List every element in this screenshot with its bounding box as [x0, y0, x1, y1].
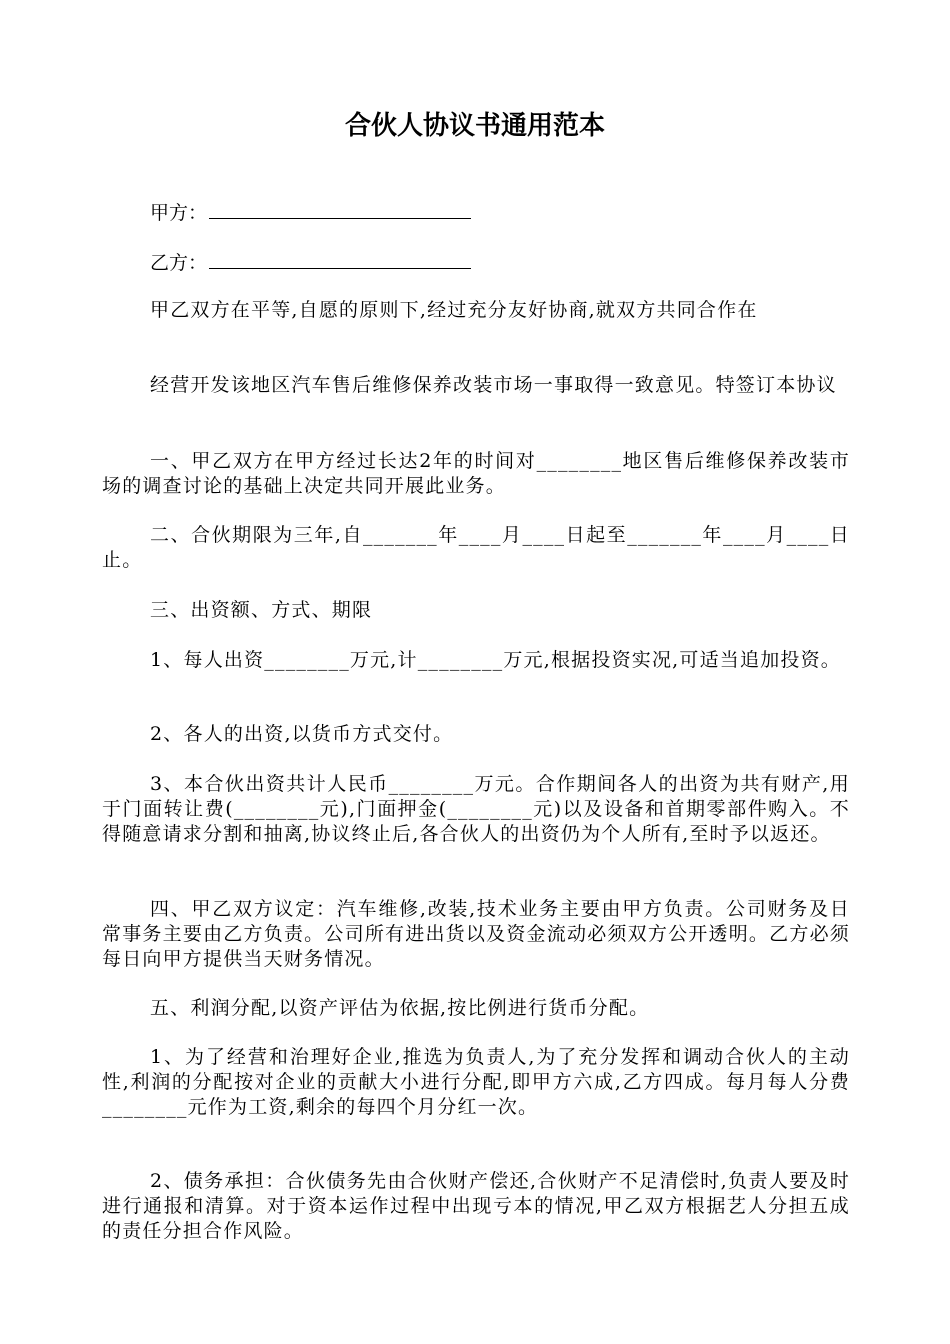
paragraph-intro-cont: 经营开发该地区汽车售后维修保养改装市场一事取得一致意见。特签订本协议 [150, 374, 837, 396]
party-b-blank [209, 250, 471, 269]
paragraph-clause-1: 一、甲乙双方在甲方经过长达2年的时间对________地区售后维修保养改装市场的调查讨论的基础上决定共同开展此业务。 [102, 450, 850, 497]
paragraph-clause-3-1: 1、每人出资________万元,计________万元,根据投资实况,可适当追加投资。 [150, 649, 842, 671]
party-a-line [150, 200, 471, 226]
party-b-line [150, 250, 471, 276]
paragraph-clause-5: 五、利润分配,以资产评估为依据,按比例进行货币分配。 [150, 997, 650, 1019]
party-a-label: 甲方： [150, 202, 208, 224]
paragraph-clause-3-3: 3、本合伙出资共计人民币________万元。合作期间各人的出资为共有财产,用于门面转让费(________元),门面押金(________元)以及设备和首期零部件购入。不得随意请求分割和抽离,协议终止后,各合伙人的出资仍为个人所有,至时予以返还。 [102, 773, 850, 845]
document-title: 合伙人协议书通用范本 [344, 111, 605, 141]
party-b-label: 乙方： [150, 252, 208, 274]
paragraph-clause-3-2: 2、各人的出资,以货币方式交付。 [150, 723, 454, 745]
paragraph-intro: 甲乙双方在平等,自愿的原则下,经过充分友好协商,就双方共同合作在 [150, 299, 758, 321]
paragraph-clause-2: 二、合伙期限为三年,自_______年____月____日起至_______年____月____日止。 [102, 524, 850, 571]
paragraph-clause-5-2: 2、债务承担：合伙债务先由合伙财产偿还,合伙财产不足清偿时,负责人要及时进行通报和清算。对于资本运作过程中出现亏本的情况,甲乙双方根据艺人分担五成的责任分担合作风险。 [102, 1170, 850, 1242]
paragraph-clause-5-1: 1、为了经营和治理好企业,推选为负责人,为了充分发挥和调动合伙人的主动性,利润的分配按对企业的贡献大小进行分配,即甲方六成,乙方四成。每月每人分费________元作为工资,剩余的每四个月分红一次。 [102, 1046, 850, 1118]
paragraph-clause-3: 三、出资额、方式、期限 [150, 599, 373, 621]
paragraph-clause-4: 四、甲乙双方议定：汽车维修,改装,技术业务主要由甲方负责。公司财务及日常事务主要由乙方负责。公司所有进出货以及资金流动必须双方公开透明。乙方必须每日向甲方提供当天财务情况。 [102, 898, 850, 970]
party-a-blank [209, 200, 471, 219]
